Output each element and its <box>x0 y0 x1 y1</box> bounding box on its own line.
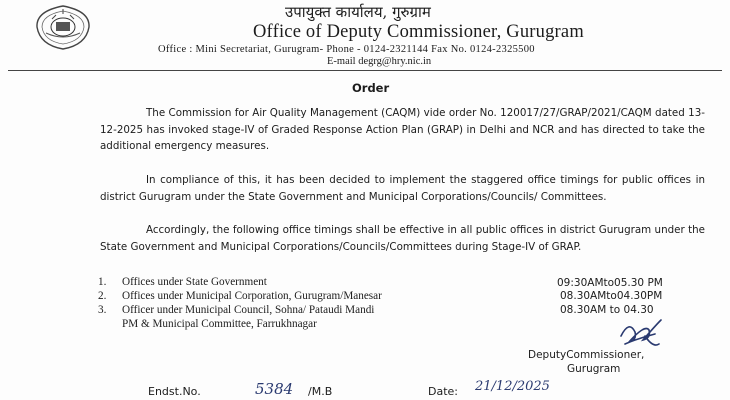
order-paragraph-1: The Commission for Air Quality Management (CAQM) vide order No. 120017/27/GRAP/2021/CAQM dated 13-12-2025 has invoked stage-IV of Graded Response Action Plan (GRAP) in Delhi and NCR and has directed to take the additional emergency measures. <box>100 107 705 152</box>
office-title: Office of Deputy Commissioner, Gurugram <box>253 22 584 42</box>
list-item-office: Offices under State Government <box>122 276 267 288</box>
signatory-designation: DeputyCommissioner, <box>528 349 645 361</box>
list-item-office: Offices under Municipal Corporation, Gurugram/Manesar <box>122 290 382 302</box>
date-value: 21/12/2025 <box>475 379 550 394</box>
haryana-emblem-icon <box>32 3 94 51</box>
list-item-office-cont: PM & Municipal Committee, Farrukhnagar <box>122 318 317 330</box>
list-item-number: 1. <box>98 276 107 288</box>
endorsement-suffix: /M.B <box>308 385 333 398</box>
hindi-office-title: उपायुक्त कार्यालय, गुरुग्राम <box>285 3 431 21</box>
order-heading: Order <box>352 81 390 95</box>
signatory-place: Gurugram <box>567 363 621 375</box>
timing-municipal-council: 08.30AM to 04.30 <box>560 304 654 316</box>
header-divider <box>8 70 722 71</box>
order-paragraph-2: In compliance of this, it has been decided to implement the staggered office timings for public offices in district Gurugram under the State Government and Municipal Corporations/Councils/ Committees. <box>100 174 705 203</box>
handwritten-signature <box>615 314 670 352</box>
office-address: Office : Mini Secretariat, Gurugram- Phone - 0124-2321144 Fax No. 0124-2325500 <box>158 44 535 55</box>
endorsement-number: 5384 <box>255 380 294 398</box>
list-item-number: 2. <box>98 290 107 302</box>
list-item-number: 3. <box>98 304 107 316</box>
list-item-office: Officer under Municipal Council, Sohna/ Pataudi Mandi <box>122 304 375 316</box>
timing-state-government: 09:30AMto05.30 PM <box>557 277 663 289</box>
office-email: E-mail degrg@hry.nic.in <box>327 56 432 67</box>
order-paragraph-3: Accordingly, the following office timings shall be effective in all public offices in district Gurugram under the State Government and Municipal Corporations/Councils/Committees during Stage-IV of GRAP. <box>100 224 705 253</box>
endorsement-label: Endst.No. <box>148 385 201 398</box>
date-label: Date: <box>428 385 458 398</box>
timing-municipal-corporation: 08.30AMto04.30PM <box>560 290 663 302</box>
